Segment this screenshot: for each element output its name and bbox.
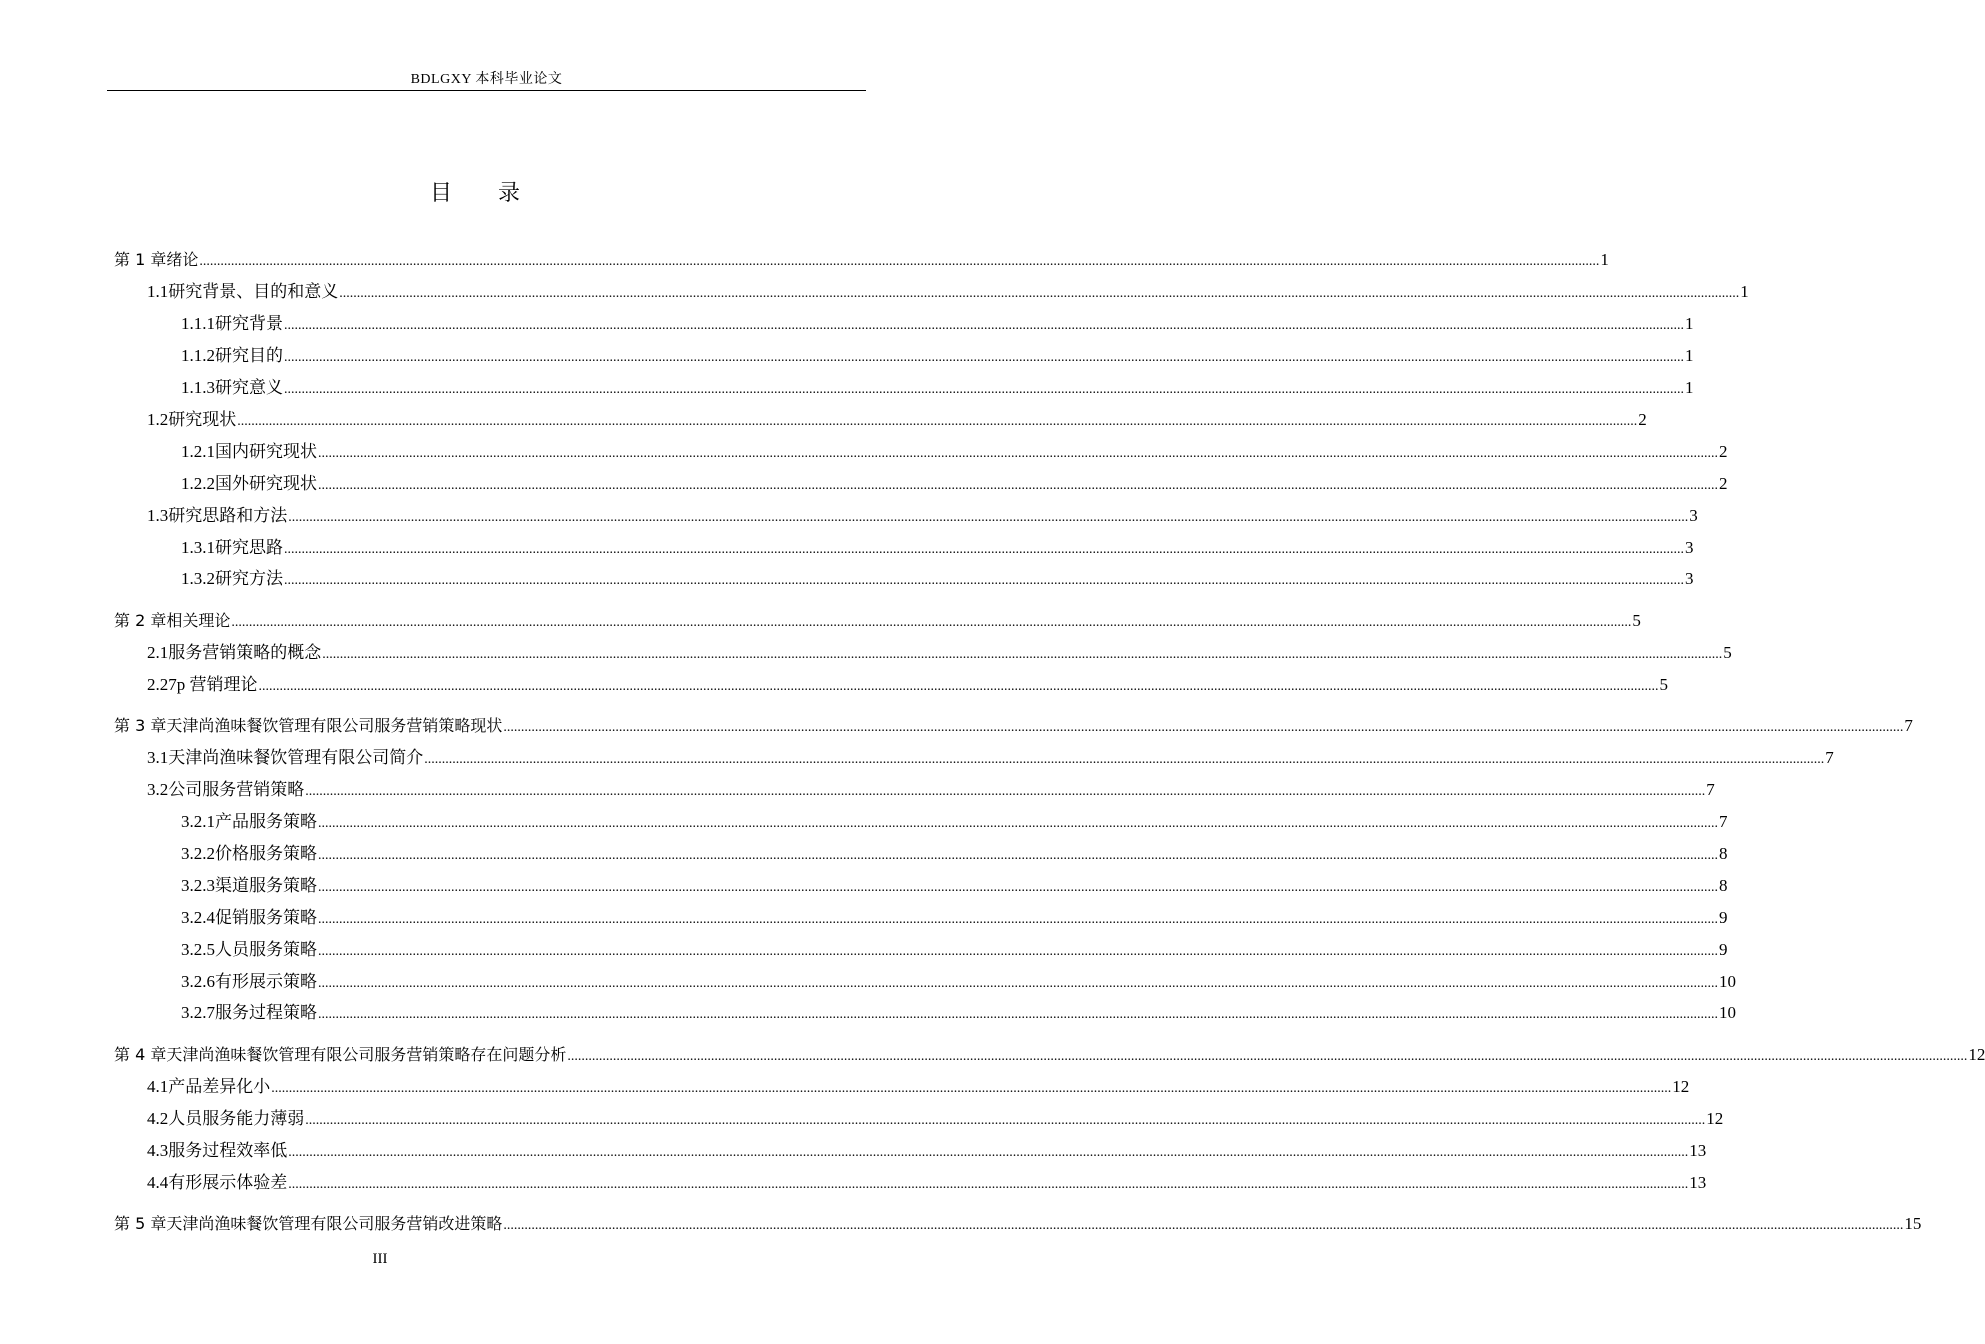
toc-entry-leader: ................................................................................................................................................................................................................................................................................................................................................................................................................ — [305, 1113, 1706, 1128]
toc-entry-leader: ................................................................................................................................................................................................................................................................................................................................................................................................................ — [288, 1177, 1689, 1192]
toc-entry-number: 1.3.1 — [181, 538, 215, 557]
toc-entry-leader: ................................................................................................................................................................................................................................................................................................................................................................................................................ — [199, 254, 1600, 269]
toc-entry-label: 国内研究现状 — [215, 442, 317, 461]
toc-entry-label: 服务营销策略的概念 — [168, 643, 322, 662]
toc-entry-page: 3 — [1685, 569, 1694, 588]
toc-entry-leader: ................................................................................................................................................................................................................................................................................................................................................................................................................ — [503, 720, 1904, 735]
toc-entry-leader: ................................................................................................................................................................................................................................................................................................................................................................................................................ — [318, 816, 1718, 831]
toc-entry[interactable] — [114, 1212, 1922, 1236]
toc-entry-page: 13 — [1689, 1173, 1707, 1192]
toc-entry-number: 3.2.4 — [181, 908, 215, 927]
toc-entry-number: 4.4 — [147, 1173, 169, 1192]
toc-entry-label: 天津尚渔味餐饮管理有限公司简介 — [168, 748, 424, 767]
toc-entry-number: 3.2.6 — [181, 972, 215, 991]
toc-entry[interactable] — [147, 1107, 1724, 1131]
toc-entry-label: 有形展示体验差 — [168, 1173, 288, 1192]
toc-entry-number: 第 3 章 — [114, 716, 167, 735]
toc-entry-page: 10 — [1719, 1003, 1736, 1022]
toc-entry-page: 2 — [1638, 410, 1647, 429]
toc-entry-leader: ................................................................................................................................................................................................................................................................................................................................................................................................................ — [567, 1049, 1968, 1064]
toc-entry[interactable] — [147, 641, 1732, 665]
toc-entry-leader: ................................................................................................................................................................................................................................................................................................................................................................................................................ — [284, 382, 1684, 397]
toc-entry-number: 第 4 章 — [114, 1045, 167, 1064]
toc-entry-page: 5 — [1723, 643, 1732, 662]
toc-entry[interactable] — [181, 906, 1728, 930]
toc-entry-leader: ................................................................................................................................................................................................................................................................................................................................................................................................................ — [258, 679, 1659, 694]
toc-entry[interactable] — [114, 248, 1609, 272]
toc-entry-leader: ................................................................................................................................................................................................................................................................................................................................................................................................................ — [305, 784, 1706, 799]
toc-entry-leader: ................................................................................................................................................................................................................................................................................................................................................................................................................ — [284, 318, 1684, 333]
toc-entry-page: 1 — [1685, 378, 1694, 397]
toc-entry-page: 7 — [1706, 780, 1715, 799]
toc-title — [0, 178, 950, 208]
toc-entry-label: 服务过程效率低 — [168, 1141, 288, 1160]
toc-title-right: 录 — [498, 180, 521, 205]
toc-entry-page: 8 — [1719, 844, 1728, 863]
toc-entry-leader: ................................................................................................................................................................................................................................................................................................................................................................................................................ — [318, 1007, 1718, 1022]
toc-entry-page: 5 — [1659, 675, 1668, 694]
toc-entry-label: 天津尚渔味餐饮管理有限公司服务营销策略存在问题分析 — [166, 1045, 567, 1064]
toc-entry-label: 绪论 — [166, 250, 199, 269]
toc-entry-page: 1 — [1685, 314, 1694, 333]
toc-entry-label: 天津尚渔味餐饮管理有限公司服务营销改进策略 — [166, 1214, 503, 1233]
toc-entry-page: 2 — [1719, 442, 1728, 461]
toc-entry-label: 促销服务策略 — [215, 908, 317, 927]
toc-entry-page: 3 — [1689, 506, 1698, 525]
toc-entry-number: 3.2.7 — [181, 1003, 215, 1022]
toc-entry-leader: ................................................................................................................................................................................................................................................................................................................................................................................................................ — [284, 542, 1684, 557]
toc-entry[interactable] — [147, 1171, 1707, 1195]
toc-entry-label: 研究意义 — [215, 378, 283, 397]
toc-entry-label: 产品服务策略 — [215, 812, 317, 831]
toc-entry-label: 人员服务能力薄弱 — [168, 1109, 305, 1128]
toc-entry[interactable] — [181, 472, 1728, 496]
toc-entry[interactable] — [114, 1043, 1985, 1067]
toc-entry-page: 2 — [1719, 474, 1728, 493]
toc-entry[interactable] — [181, 842, 1728, 866]
toc-title-left: 目 — [429, 180, 452, 205]
toc-entry-page: 15 — [1904, 1214, 1922, 1233]
toc-entry-page: 8 — [1719, 876, 1728, 895]
toc-entry[interactable] — [181, 376, 1694, 400]
toc-entry-number: 3.2.3 — [181, 876, 215, 895]
toc-entry-number: 第 5 章 — [114, 1214, 167, 1233]
toc-entry-leader: ................................................................................................................................................................................................................................................................................................................................................................................................................ — [318, 976, 1718, 991]
toc-entry-leader: ................................................................................................................................................................................................................................................................................................................................................................................................................ — [424, 752, 1825, 767]
toc-entry-label: 研究背景 — [215, 314, 283, 333]
toc-entry-page: 12 — [1968, 1045, 1985, 1064]
toc-entry[interactable] — [147, 1139, 1707, 1163]
toc-entry-label: 天津尚渔味餐饮管理有限公司服务营销策略现状 — [166, 716, 503, 735]
toc-entry[interactable] — [181, 312, 1694, 336]
toc-entry-number: 1.1.3 — [181, 378, 215, 397]
toc-entry-number: 1.3 — [147, 506, 169, 525]
toc-entry[interactable] — [147, 408, 1647, 432]
toc-entry-page: 9 — [1719, 908, 1728, 927]
toc-entry-number: 第 2 章 — [114, 611, 167, 630]
toc-entry-leader: ................................................................................................................................................................................................................................................................................................................................................................................................................ — [503, 1218, 1904, 1233]
toc-entry-leader: ................................................................................................................................................................................................................................................................................................................................................................................................................ — [318, 944, 1718, 959]
toc-entry-number: 4.2 — [147, 1109, 169, 1128]
toc-entry-label: 7p 营销理论 — [168, 675, 258, 694]
toc-entry-leader: ................................................................................................................................................................................................................................................................................................................................................................................................................ — [271, 1081, 1672, 1096]
toc-entry[interactable] — [147, 746, 1834, 770]
toc-entry-label: 渠道服务策略 — [215, 876, 317, 895]
toc-entry-page: 12 — [1672, 1077, 1690, 1096]
running-header: BDLGXY 本科毕业论文 — [410, 72, 563, 87]
toc-entry-number: 1.1 — [147, 282, 169, 301]
toc-entry-number: 1.2.1 — [181, 442, 215, 461]
toc-entry-number: 3.2.5 — [181, 940, 215, 959]
toc-entry-page: 5 — [1632, 611, 1641, 630]
toc-entry-page: 3 — [1685, 538, 1694, 557]
toc-entry[interactable] — [181, 344, 1694, 368]
toc-entry-number: 1.2.2 — [181, 474, 215, 493]
toc-entry-number: 1.1.1 — [181, 314, 215, 333]
toc-entry-label: 服务过程策略 — [215, 1003, 317, 1022]
toc-entry-label: 价格服务策略 — [215, 844, 317, 863]
toc-entry[interactable] — [147, 280, 1749, 304]
toc-entry-label: 研究思路和方法 — [168, 506, 288, 525]
toc-entry-leader: ................................................................................................................................................................................................................................................................................................................................................................................................................ — [322, 647, 1723, 662]
toc-entry-number: 3.1 — [147, 748, 169, 767]
toc-entry-leader: ................................................................................................................................................................................................................................................................................................................................................................................................................ — [231, 615, 1632, 630]
toc-entry-number: 1.3.2 — [181, 569, 215, 588]
toc-entry-leader: ................................................................................................................................................................................................................................................................................................................................................................................................................ — [237, 414, 1638, 429]
toc-entry-leader: ................................................................................................................................................................................................................................................................................................................................................................................................................ — [318, 446, 1718, 461]
toc-entry-label: 研究方法 — [215, 569, 283, 588]
toc-entry-label: 研究思路 — [215, 538, 283, 557]
toc-entry-number: 4.3 — [147, 1141, 169, 1160]
toc-entry-number: 1.1.2 — [181, 346, 215, 365]
toc-entry-number: 3.2.2 — [181, 844, 215, 863]
toc-entry-label: 人员服务策略 — [215, 940, 317, 959]
toc-entry-number: 第 1 章 — [114, 250, 167, 269]
toc-entry-leader: ................................................................................................................................................................................................................................................................................................................................................................................................................ — [288, 1145, 1689, 1160]
toc-entry[interactable] — [181, 938, 1728, 962]
toc-entry-number: 3.2 — [147, 780, 169, 799]
toc-entry-page: 12 — [1706, 1109, 1724, 1128]
toc-entry[interactable] — [181, 874, 1728, 898]
toc-entry-leader: ................................................................................................................................................................................................................................................................................................................................................................................................................ — [318, 880, 1718, 895]
toc-entry[interactable] — [181, 970, 1736, 994]
toc-entry-leader: ................................................................................................................................................................................................................................................................................................................................................................................................................ — [284, 573, 1684, 588]
toc-entry[interactable] — [147, 778, 1715, 802]
toc-entry-page: 1 — [1600, 250, 1609, 269]
toc-entry-leader: ................................................................................................................................................................................................................................................................................................................................................................................................................ — [318, 848, 1718, 863]
toc-entry[interactable] — [147, 1075, 1690, 1099]
toc-entry-page: 7 — [1904, 716, 1913, 735]
toc-entry-label: 研究目的 — [215, 346, 283, 365]
toc-entry-page: 1 — [1740, 282, 1749, 301]
toc-entry-label: 产品差异化小 — [168, 1077, 271, 1096]
toc-entry-leader: ................................................................................................................................................................................................................................................................................................................................................................................................................ — [284, 350, 1684, 365]
toc-entry[interactable] — [147, 504, 1698, 528]
toc-entry[interactable] — [181, 536, 1694, 560]
toc-entry-page: 7 — [1719, 812, 1728, 831]
toc-entry-label: 国外研究现状 — [215, 474, 317, 493]
toc-entry[interactable] — [181, 567, 1694, 591]
toc-entry-leader: ................................................................................................................................................................................................................................................................................................................................................................................................................ — [339, 286, 1740, 301]
toc-entry-number: 3.2.1 — [181, 812, 215, 831]
toc-entry-page: 7 — [1825, 748, 1834, 767]
header-rule — [107, 90, 866, 91]
toc-entry-leader: ................................................................................................................................................................................................................................................................................................................................................................................................................ — [288, 510, 1689, 525]
toc-entry-label: 研究现状 — [168, 410, 237, 429]
toc-entry-number: 2.2 — [147, 675, 169, 694]
toc-entry-page: 1 — [1685, 346, 1694, 365]
toc-entry-label: 有形展示策略 — [215, 972, 317, 991]
toc-entry-page: 10 — [1719, 972, 1736, 991]
toc-entry[interactable] — [114, 714, 1913, 738]
toc-entry[interactable] — [147, 673, 1668, 697]
toc-entry-page: 9 — [1719, 940, 1728, 959]
toc-entry[interactable] — [114, 609, 1641, 633]
toc-entry-number: 4.1 — [147, 1077, 169, 1096]
toc-entry-label: 公司服务营销策略 — [168, 780, 305, 799]
toc-entry-leader: ................................................................................................................................................................................................................................................................................................................................................................................................................ — [318, 478, 1718, 493]
toc-entry-page: 13 — [1689, 1141, 1707, 1160]
toc-entry[interactable] — [181, 810, 1728, 834]
toc-entry[interactable] — [181, 440, 1728, 464]
page-number: III — [372, 1251, 388, 1267]
toc-entry-label: 相关理论 — [166, 611, 231, 630]
toc-entry-number: 1.2 — [147, 410, 169, 429]
toc-entry-label: 研究背景、目的和意义 — [168, 282, 339, 301]
toc-entry-leader: ................................................................................................................................................................................................................................................................................................................................................................................................................ — [318, 912, 1718, 927]
toc-entry-number: 2.1 — [147, 643, 169, 662]
toc-entry[interactable] — [181, 1001, 1736, 1025]
